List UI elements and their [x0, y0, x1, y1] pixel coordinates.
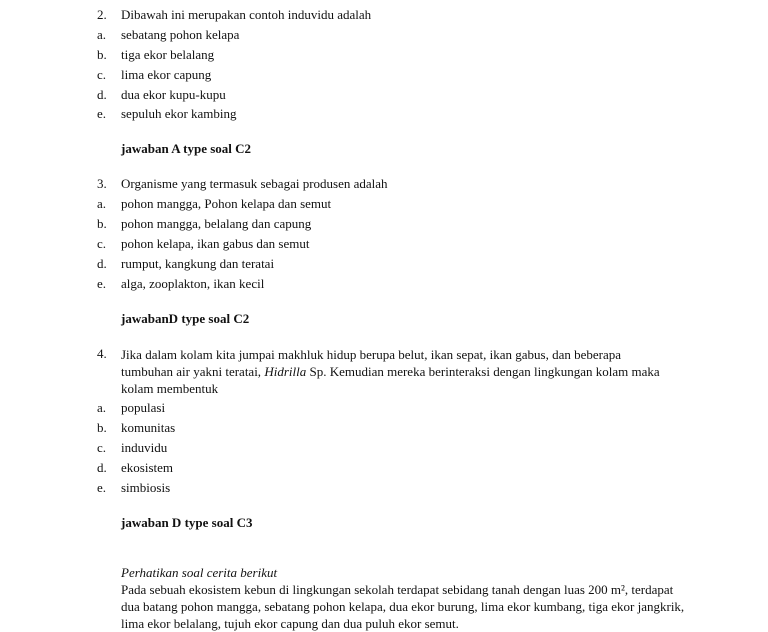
answer-key: jawaban D type soal C3: [121, 515, 253, 530]
option-letter: b.: [97, 216, 107, 231]
species-name: Hidrilla: [264, 364, 307, 379]
question-text: Dibawah ini merupakan contoh induvidu adalah: [121, 7, 372, 22]
question-text: [121, 346, 661, 397]
question-number: 2.: [97, 7, 107, 22]
option-letter: d.: [97, 256, 107, 271]
option-text: dua ekor kupu-kupu: [121, 87, 226, 102]
option-letter: d.: [97, 460, 107, 475]
option-letter: e.: [97, 480, 107, 495]
option-letter: b.: [97, 420, 107, 435]
option-text: pohon mangga, Pohon kelapa dan semut: [121, 196, 332, 211]
option-text: komunitas: [121, 420, 176, 435]
option-letter: c.: [97, 236, 107, 251]
option-text: pohon mangga, belalang dan capung: [121, 216, 312, 231]
option-text: induvidu: [121, 440, 168, 455]
option-letter: d.: [97, 87, 107, 102]
question-number: 4.: [97, 346, 107, 361]
question-text-part1: Jika dalam kolam kita jumpai makhluk hidup berupa belut, ikan sepat, ikan gabus, dan beberapa tumbuhan air yakni teratai,: [121, 347, 621, 379]
option-letter: a.: [97, 27, 107, 42]
option-letter: b.: [97, 47, 107, 62]
question-text: Organisme yang termasuk sebagai produsen adalah: [121, 176, 388, 191]
option-text: ekosistem: [121, 460, 173, 475]
answer-key: jawabanD type soal C2: [121, 311, 250, 326]
option-letter: c.: [97, 67, 107, 82]
option-text: lima ekor capung: [121, 67, 212, 82]
option-letter: e.: [97, 106, 107, 121]
story-text: Pada sebuah ekosistem kebun di lingkungan sekolah terdapat sebidang tanah dengan luas 200 m², terdapat dua batang pohon mangga, sebatang pohon kelapa, dua ekor burung, lima ekor kumbang, tiga ekor jangkrik, lima ekor belalang, tujuh ekor capung dan dua puluh ekor semut.: [121, 582, 685, 631]
option-text: rumput, kangkung dan teratai: [121, 256, 275, 271]
option-text: populasi: [121, 400, 166, 415]
question-text-part2: Sp. Kemudian mereka berinteraksi dengan lingkungan kolam maka kolam membentuk: [121, 364, 660, 396]
option-text: tiga ekor belalang: [121, 47, 215, 62]
option-letter: c.: [97, 440, 107, 455]
option-text: sepuluh ekor kambing: [121, 106, 237, 121]
option-letter: e.: [97, 276, 107, 291]
story-intro: Perhatikan soal cerita berikut: [121, 565, 278, 580]
option-text: alga, zooplakton, ikan kecil: [121, 276, 265, 291]
answer-key: jawaban A type soal C2: [121, 141, 252, 156]
question-number: 3.: [97, 176, 107, 191]
option-text: pohon kelapa, ikan gabus dan semut: [121, 236, 310, 251]
option-letter: a.: [97, 400, 107, 415]
option-text: simbiosis: [121, 480, 171, 495]
option-letter: a.: [97, 196, 107, 211]
option-text: sebatang pohon kelapa: [121, 27, 240, 42]
